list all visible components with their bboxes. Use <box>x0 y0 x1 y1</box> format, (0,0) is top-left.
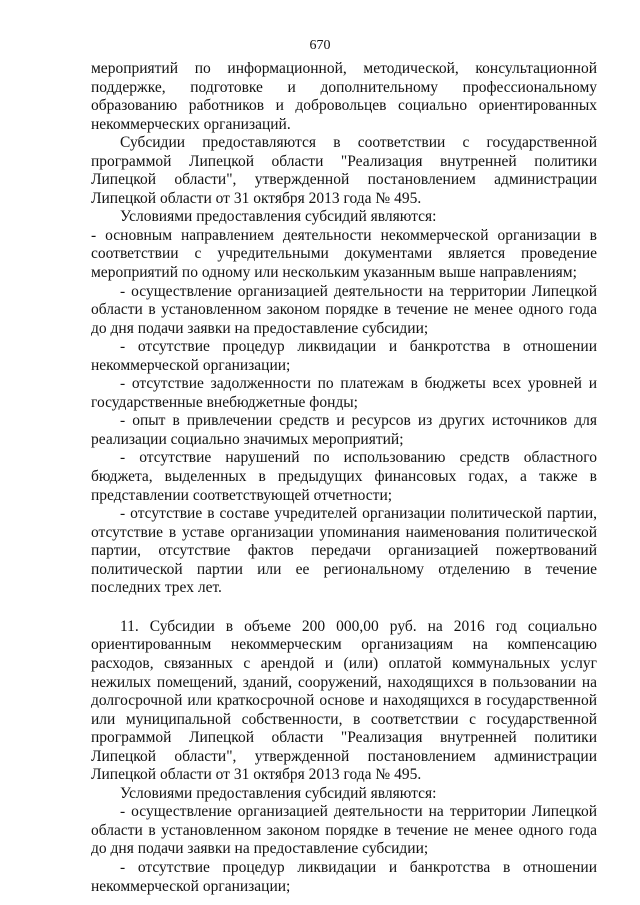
condition-item: - отсутствие нарушений по использованию средств областного бюджета, выделенных в предыдущих финансовых годах, а также в представлении соответствующей отчетности; <box>91 449 597 504</box>
condition-item: - отсутствие в составе учредителей организации политической партии, отсутствие в уставе организации упоминания наименования политической партии, отсутствие фактов передачи организацией пожертвований политической партии или ее региональному отделению в течение последних трех лет. <box>91 505 597 597</box>
condition-item: - осуществление организацией деятельности на территории Липецкой области в установленном законом порядке в течение не менее одного года до дня подачи заявки на предоставление субсидии; <box>91 282 597 337</box>
paragraph-subsidy-basis: Субсидии предоставляются в соответствии с государственной программой Липецкой области "Реализация внутренней политики Липецкой области", утвержденной постановлением администрации Липецкой области от 31 октября 2013 года № 495. <box>91 134 597 207</box>
condition-item: - отсутствие процедур ликвидации и банкротства в отношении некоммерческой организации; <box>91 338 597 374</box>
paragraph-conditions-heading: Условиями предоставления субсидий являются: <box>120 784 437 802</box>
paragraph-continuation: мероприятий по информационной, методической, консультационной поддержке, подготовке и дополнительному профессиональному образованию работников и добровольцев социально ориентированных некоммерческих организаций. <box>91 60 597 133</box>
condition-item: - опыт в привлечении средств и ресурсов из других источников для реализации социально значимых мероприятий; <box>91 412 597 448</box>
condition-item: - отсутствие задолженности по платежам в бюджеты всех уровней и государственные внебюджетные фонды; <box>91 375 597 411</box>
document-body <box>91 60 597 896</box>
condition-item: - осуществление организацией деятельности на территории Липецкой области в установленном законом порядке в течение не менее одного года до дня подачи заявки на предоставление субсидии; <box>91 803 597 858</box>
paragraph-section-11: 11. Субсидии в объеме 200 000,00 руб. на 2016 год социально ориентированным некоммерческим организациям на компенсацию расходов, связанных с арендой и (или) оплатой коммунальных услуг нежилых помещений, зданий, сооружений, находящихся в пользовании на долгосрочной или краткосрочной основе и находящихся в государственной или муниципальной собственности, в соответствии с государственной программой Липецкой области "Реализация внутренней политики Липецкой области", утвержденной постановлением администрации Липецкой области от 31 октября 2013 года № 495. <box>91 617 597 784</box>
page-number: 670 <box>309 38 331 53</box>
condition-item: - отсутствие процедур ликвидации и банкротства в отношении некоммерческой организации; <box>91 858 597 895</box>
section-gap <box>91 598 597 618</box>
condition-item: - основным направлением деятельности некоммерческой организации в соответствии с учредительными документами является проведение мероприятий по одному или нескольким указанным выше направлениям; <box>91 226 597 282</box>
paragraph-conditions-heading: Условиями предоставления субсидий являются: <box>120 208 437 226</box>
